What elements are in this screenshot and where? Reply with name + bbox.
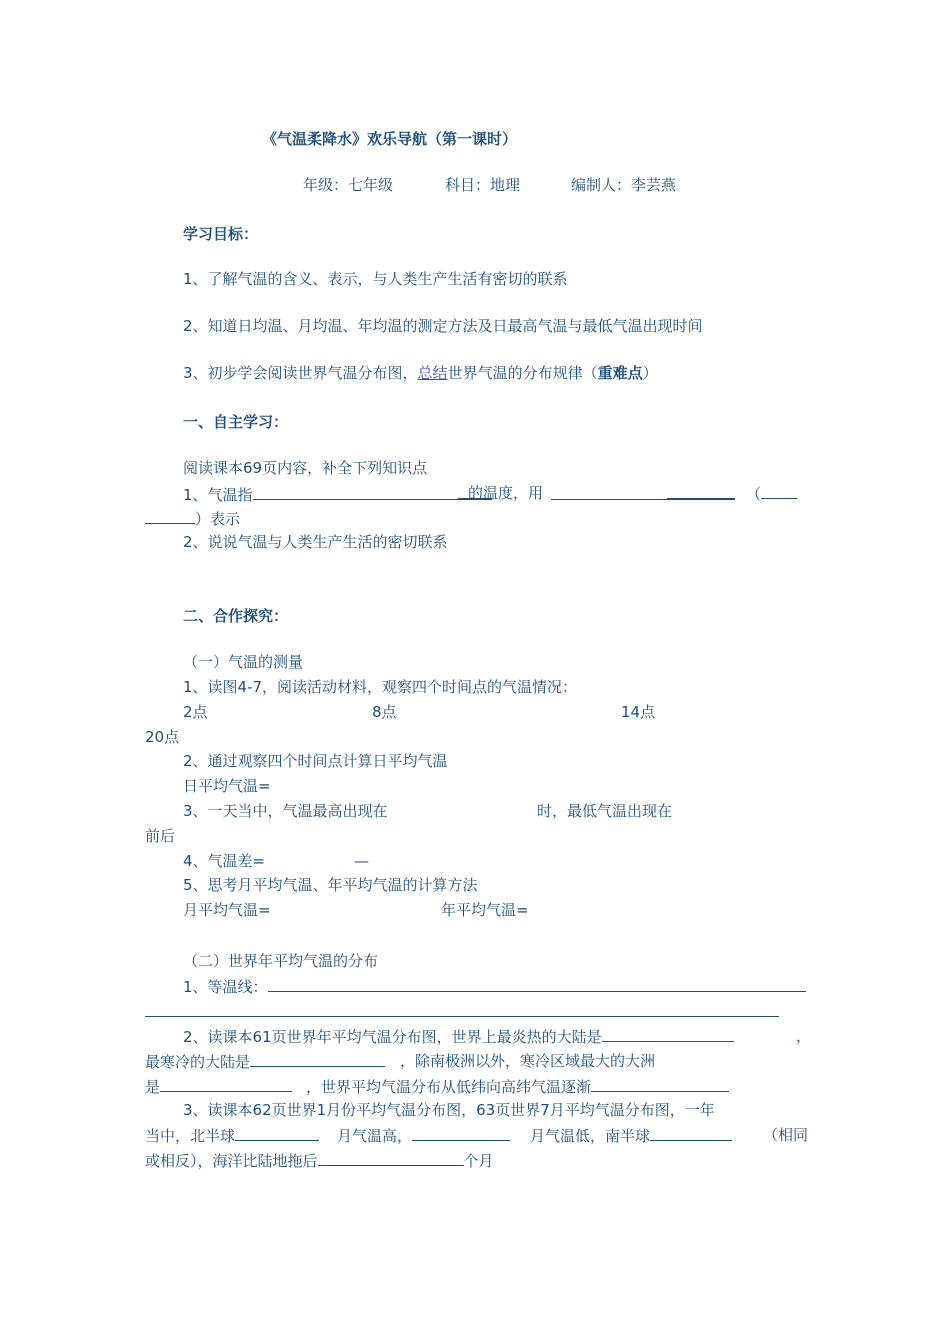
blank-field[interactable] [412, 1124, 510, 1141]
part1-question-1: 1、读图4-7，阅读活动材料，观察四个时间点的气温情况： [183, 678, 578, 696]
time-20: 20点 [145, 728, 180, 746]
objective-item-3 [183, 362, 658, 384]
blank-group [551, 482, 735, 506]
q3-line-2b [337, 1124, 510, 1147]
blank-field[interactable] [145, 1000, 779, 1017]
q2-text-c: 最寒冷的大陆是 [145, 1053, 251, 1071]
blank-field[interactable] [667, 482, 735, 500]
self-study-intro: 阅读课本69页内容，补全下列知识点 [183, 459, 428, 477]
blank-field[interactable] [268, 975, 806, 992]
blank-field[interactable] [250, 1050, 385, 1067]
q1-text-c [746, 482, 797, 505]
q3-line-2 [145, 1124, 319, 1147]
part1-title: （一）气温的测量 [183, 653, 304, 671]
part1-question-2: 2、通过观察四个时间点计算日平均气温 [183, 752, 448, 770]
q3-text-f: 或相反），海洋比陆地拖后 [145, 1152, 318, 1170]
part2-title: （二）世界年平均气温的分布 [183, 952, 379, 970]
q2-text-e: 是 [145, 1078, 161, 1096]
objectives-heading: 学习目标： [183, 225, 259, 243]
summary-link[interactable]: 总结 [417, 364, 448, 382]
q1-text-d: ）表示 [195, 510, 241, 528]
blank-field[interactable] [160, 1075, 292, 1092]
author-label: 编制人：李芸燕 [571, 176, 677, 194]
key-point-label: 重难点 [597, 364, 643, 382]
q3-line-2c [530, 1124, 732, 1147]
q2-line-3 [145, 1075, 292, 1098]
part1-question-4-a: 4、气温差= [183, 852, 266, 870]
q1-text-b: 的温度，用 [468, 484, 544, 502]
q3-line-3 [145, 1149, 494, 1172]
q3-text-c: 月气温高， [337, 1127, 413, 1145]
q1-continuation [145, 507, 240, 530]
part1-question-3-a: 3、一天当中，气温最高出现在 [183, 802, 388, 820]
self-study-question-2: 2、说说气温与人类生产生活的密切联系 [183, 533, 448, 551]
isotherm-label: 1、等温线： [183, 978, 268, 996]
part1-question-3-c: 前后 [145, 827, 176, 845]
open-paren: （ [746, 485, 762, 503]
q3-text-g: 个月 [463, 1152, 494, 1170]
blank-field[interactable] [591, 1075, 729, 1092]
blank-field[interactable] [318, 1149, 464, 1166]
objective-item-3-end: ） [642, 364, 658, 382]
blank-field[interactable] [145, 507, 195, 524]
q3-text-e: （相同 [763, 1126, 809, 1144]
self-study-question-1 [183, 482, 492, 506]
monthly-average-label: 月平均气温= [183, 901, 271, 919]
q2-line-2 [145, 1050, 385, 1073]
q3-text-b: 当中，北半球 [145, 1127, 236, 1145]
q2-line-3b [306, 1075, 729, 1098]
time-14: 14点 [621, 703, 656, 721]
part2-question-2 [183, 1025, 734, 1048]
document-title: 《气温柔降水》欢乐导航（第一课时） [262, 130, 518, 148]
part1-question-3-b: 时，最低气温出现在 [537, 802, 673, 820]
q2-text-b: ， [796, 1027, 812, 1045]
part2-question-3: 3、读课本62页世界1月份平均气温分布图，63页世界7月平均气温分布图，一年 [183, 1101, 715, 1119]
daily-average-label: 日平均气温= [183, 777, 271, 795]
objective-item-2: 2、知道日均温、月均温、年均温的测定方法及日最高气温与最低气温出现时间 [183, 317, 703, 335]
self-study-heading: 一、自主学习： [183, 413, 289, 431]
time-8: 8点 [372, 703, 397, 721]
blank-field[interactable] [650, 1124, 732, 1141]
blank-field[interactable] [761, 482, 797, 499]
q2-text-d: ，除南极洲以外，寒冷区域最大的大洲 [400, 1052, 656, 1070]
objective-item-3-text: 3、初步学会阅读世界气温分布图， [183, 364, 418, 382]
objective-item-1: 1、了解气温的含义、表示，与人类生产生活有密切的联系 [183, 270, 568, 288]
blank-field[interactable] [253, 483, 458, 500]
objective-item-3-mid: 世界气温的分布规律（ [447, 364, 598, 382]
grade-label: 年级：七年级 [303, 176, 394, 194]
q1-text-a: 1、气温指 [183, 486, 253, 504]
blank-field[interactable] [602, 1025, 734, 1042]
part1-question-4-b: — [354, 852, 369, 870]
part1-question-5: 5、思考月平均气温、年平均气温的计算方法 [183, 876, 478, 894]
blank-field[interactable] [551, 483, 667, 500]
coop-heading: 二、合作探究： [183, 607, 289, 625]
subject-label: 科目：地理 [445, 176, 521, 194]
q2-text-f: ，世界平均气温分布从低纬向高纬气温逐渐 [306, 1078, 592, 1096]
yearly-average-label: 年平均气温= [441, 901, 529, 919]
time-2: 2点 [183, 703, 208, 721]
part2-question-1 [183, 975, 806, 998]
q2-text-a: 2、读课本61页世界年平均气温分布图，世界上最炎热的大陆是 [183, 1028, 602, 1046]
blank-field[interactable] [235, 1124, 319, 1141]
q3-text-d: 月气温低，南半球 [530, 1127, 651, 1145]
isotherm-continuation [145, 1000, 779, 1023]
